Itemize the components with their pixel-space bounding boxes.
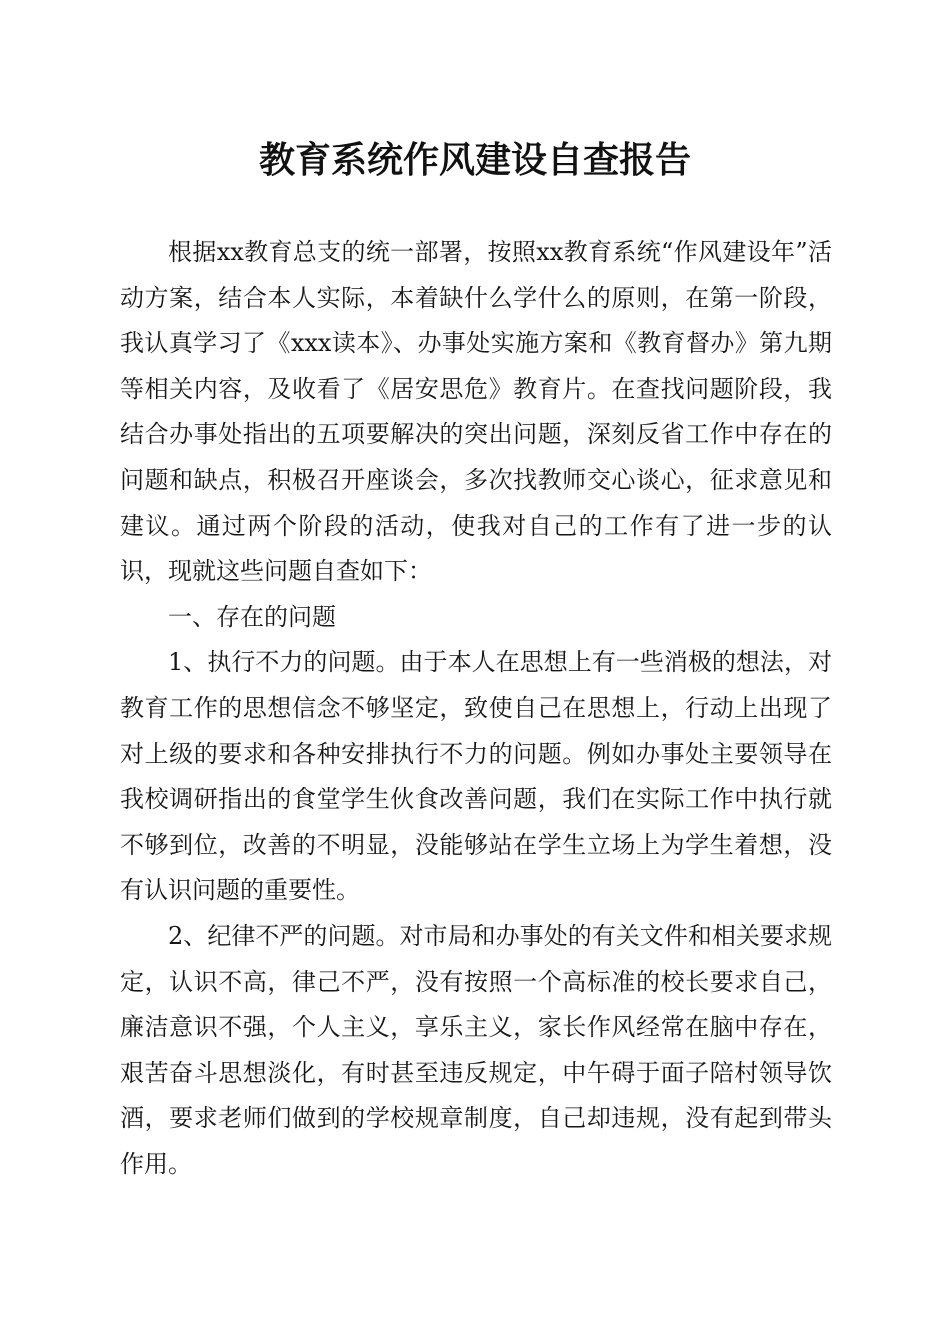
issue-paragraph-2: 2、纪律不严的问题。对市局和办事处的有关文件和相关要求规定，认识不高，律己不严，没有按照一个高标准的校长要求自己，廉洁意识不强，个人主义，享乐主义，家长作风经常在脑中存在，艰苦奋斗思想淡化，有时甚至违反规定，中午碍于面子陪村领导饮酒，要求老师们做到的学校规章制度，自己却违规，没有起到带头作用。 <box>120 921 832 1178</box>
intro-paragraph: 根据xx教育总支的统一部署，按照xx教育系统“作风建设年”活动方案，结合本人实际，本着缺什么学什么的原则，在第一阶段，我认真学习了《xxx读本》、办事处实施方案和《教育督办》第九期等相关内容，及收看了《居安思危》教育片。在查找问题阶段，我结合办事处指出的五项要解决的突出问题，深刻反省工作中存在的问题和缺点，积极召开座谈会，多次找教师交心谈心，征求意见和建议。通过两个阶段的活动，使我对自己的工作有了进一步的认识，现就这些问题自查如下： <box>120 238 832 586</box>
document-title: 教育系统作风建设自查报告 <box>258 139 691 181</box>
section-heading: 一、存在的问题 <box>168 602 336 631</box>
document-body <box>120 230 832 1187</box>
issue-paragraph-1: 1、执行不力的问题。由于本人在思想上有一些消极的想法，对教育工作的思想信念不够坚定，致使自己在思想上，行动上出现了对上级的要求和各种安排执行不力的问题。例如办事处主要领导在我校调研指出的食堂学生伙食改善问题，我们在实际工作中执行就不够到位，改善的不明显，没能够站在学生立场上为学生着想，没有认识问题的重要性。 <box>120 648 832 905</box>
